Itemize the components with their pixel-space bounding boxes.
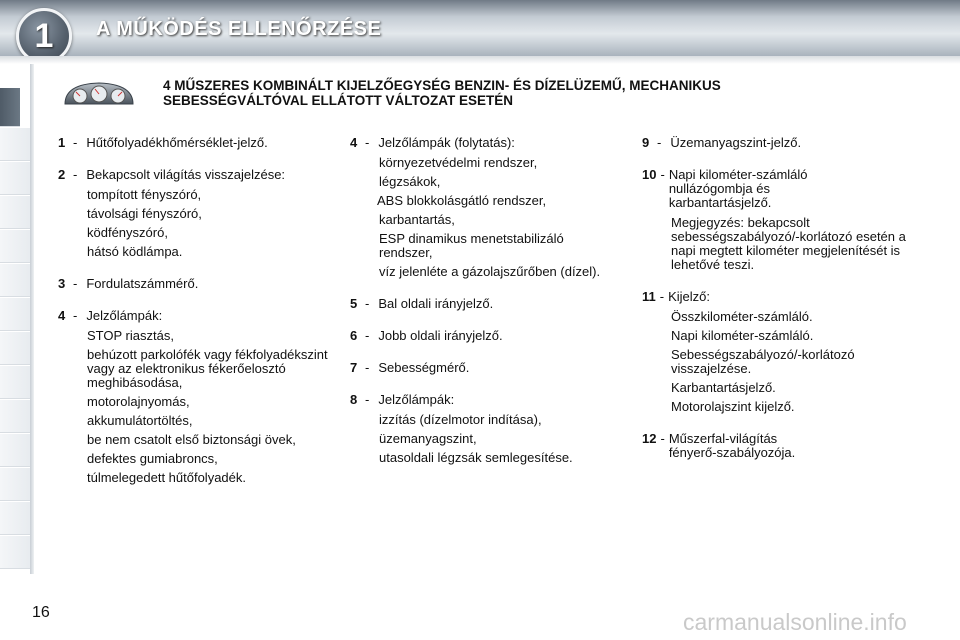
list-item: 3 - Fordulatszámmérő.	[58, 276, 199, 291]
chapter-tab[interactable]	[0, 230, 32, 263]
item-subtext: izzítás (dízelmotor indítása),	[379, 412, 542, 427]
item-subtext: behúzott parkolófék vagy fékfolyadékszint vagy az elektronikus fékerőelosztó meghibásodása,	[87, 347, 328, 390]
item-number: 6	[350, 328, 358, 343]
item-text: Jelzőlámpák (folytatás):	[378, 135, 515, 150]
item-text: Fordulatszámmérő.	[86, 276, 199, 291]
item-subtext: Megjegyzés: bekapcsolt sebességszabályozó/-korlátozó esetén a napi megtett kilométer megjelenítését is lehetővé teszi.	[671, 215, 906, 272]
list-item: 5 - Bal oldali irányjelző.	[350, 296, 494, 311]
chapter-tab[interactable]	[0, 434, 32, 467]
list-item: 8 - Jelzőlámpák: izzítás (dízelmotor indítása), üzemanyagszint, utasoldali légzsák semlegesítése.	[350, 393, 620, 465]
page-title: A MŰKÖDÉS ELLENŐRZÉSE	[96, 18, 382, 40]
item-subtext: víz jelenléte a gázolajszűrőben (dízel).	[379, 264, 601, 279]
item-text: Jobb oldali irányjelző.	[378, 328, 503, 343]
item-number: 12	[642, 431, 657, 446]
item-subtext: hátsó ködlámpa.	[87, 244, 183, 259]
item-subtext: karbantartás,	[379, 212, 455, 227]
item-subtext: Összkilométer-számláló.	[671, 309, 813, 324]
list-item: 9 - Üzemanyagszint-jelző.	[642, 135, 802, 150]
chapter-tab[interactable]	[0, 502, 32, 535]
item-subtext: környezetvédelmi rendszer,	[379, 155, 538, 170]
watermark: carmanualsonline.info	[683, 609, 907, 635]
item-number: 10	[642, 167, 657, 182]
page-number: 16	[32, 604, 50, 621]
item-subtext: légzsákok,	[379, 174, 441, 189]
item-subtext: ködfényszóró,	[87, 225, 168, 240]
item-text: Bal oldali irányjelző.	[378, 296, 494, 311]
item-number: 9	[642, 135, 650, 150]
item-subtext: STOP riasztás,	[87, 328, 174, 343]
chapter-tab[interactable]	[0, 366, 32, 399]
item-subtext: Karbantartásjelző.	[671, 380, 776, 395]
item-text: Kijelző:	[668, 289, 711, 304]
list-item: 4 - Jelzőlámpák (folytatás): környezetvédelmi rendszer, légzsákok, ABS blokkolásgátló rendszer, karbantartás, ESP dinamikus menetstabilizáló rendszer, víz jelenléte a gázolajszűrőben (dízel).	[350, 136, 620, 279]
header-band	[0, 56, 960, 64]
column-3	[642, 136, 912, 478]
item-subtext: Napi kilométer-számláló.	[671, 328, 814, 343]
item-subtext: üzemanyagszint,	[379, 431, 477, 446]
list-item: 10 - Napi kilométer-számláló nullázógombja és karbantartásjelző. Megjegyzés: bekapcsolt sebességszabályozó/-korlátozó esetén a napi megtett kilométer megjelenítését is lehetővé teszi.	[642, 167, 906, 272]
item-text: Bekapcsolt világítás visszajelzése:	[86, 167, 286, 182]
item-text: Műszerfal-világítás fényerő-szabályozója.	[668, 431, 796, 460]
chapter-tab[interactable]	[0, 128, 32, 161]
item-subtext: túlmelegedett hűtőfolyadék.	[87, 470, 246, 485]
item-subtext: motorolajnyomás,	[87, 394, 190, 409]
item-subtext: Motorolajszint kijelző.	[671, 399, 795, 414]
item-number: 1	[58, 135, 66, 150]
list-item: 7 - Sebességmérő.	[350, 360, 470, 375]
list-item: 11 - Kijelző: Összkilométer-számláló. Napi kilométer-számláló. Sebességszabályozó/-korlátozó visszajelzése. Karbantartásjelző. Motorolajszint kijelző.	[642, 290, 912, 414]
chapter-tab[interactable]	[0, 400, 32, 433]
list-item: 4 - Jelzőlámpák: STOP riasztás, behúzott parkolófék vagy fékfolyadékszint vagy az elektronikus fékerőelosztó meghibásodása, motorolajnyomás, akkumulátortöltés, be nem csatolt első biztonsági övek, defektes gumiabroncs, túlmelegedett hűtőfolyadék.	[58, 308, 328, 485]
list-item: 2 - Bekapcsolt világítás visszajelzése: tompított fényszóró, távolsági fényszóró, ködfényszóró, hátsó ködlámpa.	[58, 168, 328, 259]
chapter-tab[interactable]	[0, 162, 32, 195]
chapter-tab[interactable]	[0, 536, 32, 569]
item-number: 3	[58, 276, 66, 291]
item-number: 11	[642, 289, 656, 304]
item-text: Hűtőfolyadékhőmérséklet-jelző.	[86, 135, 268, 150]
section-title	[163, 78, 923, 108]
chapter-tab[interactable]	[0, 332, 32, 365]
list-item: 6 - Jobb oldali irányjelző.	[350, 328, 503, 343]
item-subtext: be nem csatolt első biztonsági övek,	[87, 432, 296, 447]
chapter-badge	[16, 8, 72, 56]
item-text: Jelzőlámpák:	[378, 392, 455, 407]
item-subtext: utasoldali légzsák semlegesítése.	[379, 450, 573, 465]
chapter-tab-active[interactable]	[0, 88, 20, 127]
item-number: 5	[350, 296, 358, 311]
item-text: Napi kilométer-számláló nullázógombja és karbantartásjelző.	[668, 167, 808, 210]
chapter-tab[interactable]	[0, 196, 32, 229]
item-subtext: Sebességszabályozó/-korlátozó visszajelzése.	[671, 347, 855, 376]
list-item: 12 - Műszerfal-világítás fényerő-szabályozója.	[642, 432, 912, 460]
item-number: 4	[58, 308, 66, 323]
item-subtext: akkumulátortöltés,	[87, 413, 193, 428]
instrument-panel-icon	[62, 80, 136, 108]
chapter-tab[interactable]	[0, 264, 32, 297]
section-title-line1: 4 MŰSZERES KOMBINÁLT KIJELZŐEGYSÉG BENZIN- ÉS DÍZELÜZEMŰ, MECHANIKUS	[163, 78, 721, 93]
header-banner	[0, 0, 960, 56]
item-number: 4	[350, 135, 358, 150]
list-item: 1 - Hűtőfolyadékhőmérséklet-jelző.	[58, 135, 268, 150]
side-rail	[30, 64, 34, 574]
section-title-line2: SEBESSÉGVÁLTÓVAL ELLÁTOTT VÁLTOZAT ESETÉN	[163, 93, 514, 108]
item-text: Sebességmérő.	[378, 360, 470, 375]
chapter-tabs	[0, 64, 34, 574]
chapter-number: 1	[34, 16, 54, 55]
item-number: 2	[58, 167, 66, 182]
item-subtext: ESP dinamikus menetstabilizáló rendszer,	[379, 231, 564, 260]
item-subtext: defektes gumiabroncs,	[87, 451, 218, 466]
item-number: 8	[350, 392, 358, 407]
chapter-tab[interactable]	[0, 468, 32, 501]
item-text: Üzemanyagszint-jelző.	[670, 135, 802, 150]
column-2	[350, 136, 620, 483]
chapter-tab[interactable]	[0, 298, 32, 331]
item-subtext: távolsági fényszóró,	[87, 206, 202, 221]
item-number: 7	[350, 360, 358, 375]
column-1	[58, 136, 328, 503]
item-subtext: tompított fényszóró,	[87, 187, 202, 202]
item-text: Jelzőlámpák:	[86, 308, 163, 323]
item-subtext: ABS blokkolásgátló rendszer,	[377, 193, 547, 208]
